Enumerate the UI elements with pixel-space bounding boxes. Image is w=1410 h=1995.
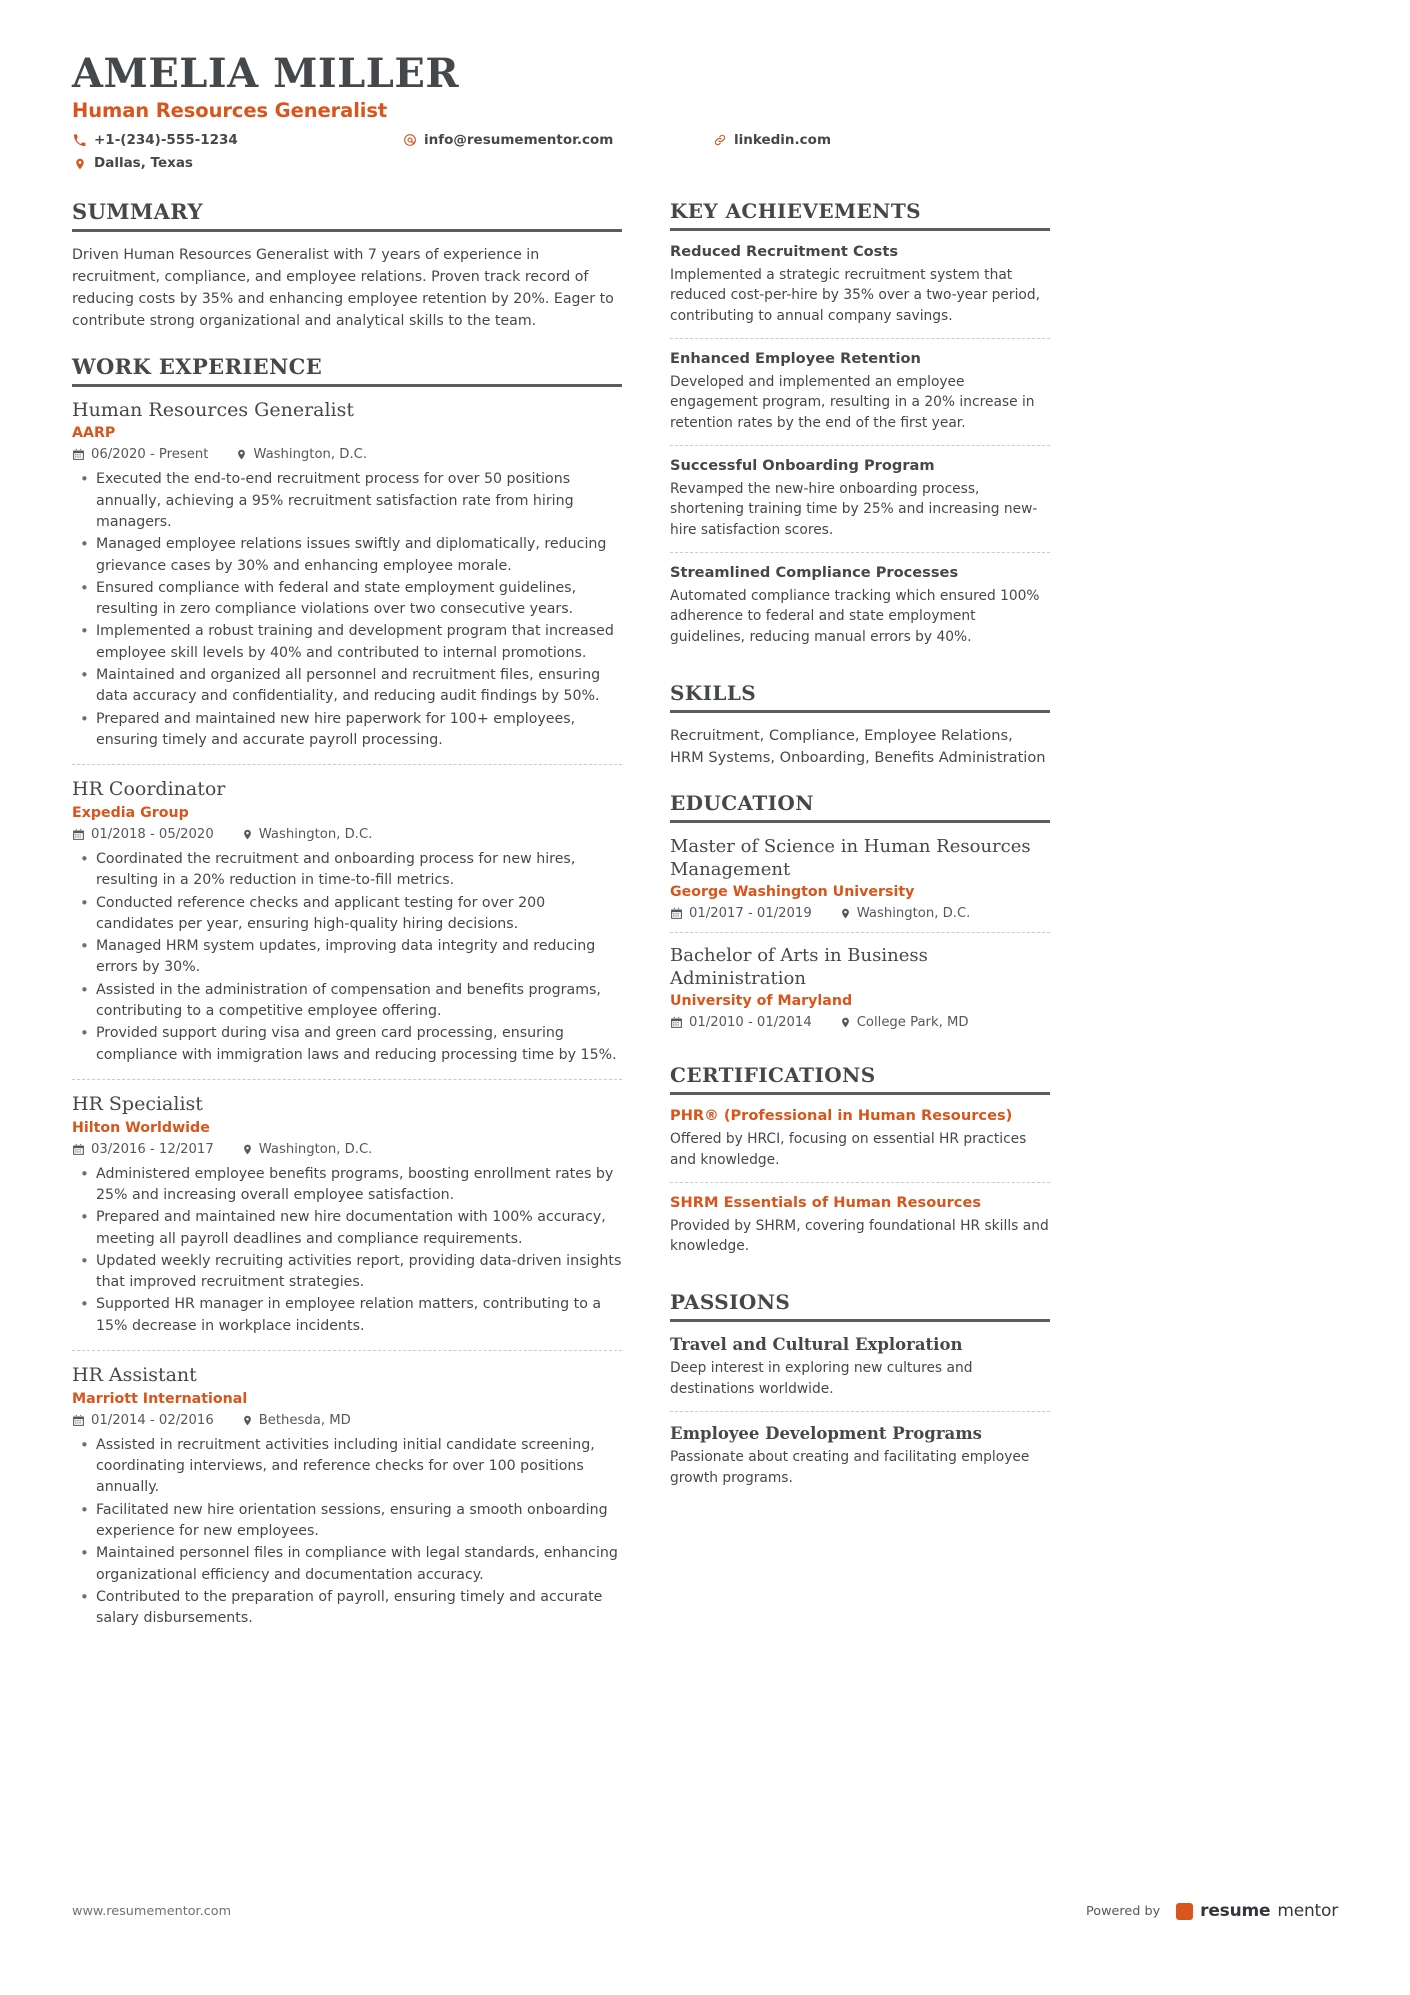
calendar-icon xyxy=(72,448,85,461)
education-location-cell xyxy=(840,906,971,921)
summary-title: SUMMARY xyxy=(72,199,622,232)
work-entry-bullet: • Maintained personnel files in compliance with legal standards, enhancing organizational efficiency and documentation accuracy. xyxy=(72,1543,622,1586)
brand-mark-icon xyxy=(1176,1903,1193,1920)
work-entry-dates: 06/2020 - Present xyxy=(91,447,209,463)
contact-location-text: Dallas, Texas xyxy=(94,155,193,172)
section-certifications xyxy=(670,1063,1050,1268)
contact-linkedin-text: linkedin.com xyxy=(734,132,832,149)
work-entry-bullet: • Managed HRM system updates, improving data integrity and reducing errors by 30%. xyxy=(72,936,622,979)
work-entry-location-cell xyxy=(242,827,373,842)
education-degree: Master of Science in Human Resources Management xyxy=(670,836,1031,881)
section-passions xyxy=(670,1290,1050,1500)
achievement-text: Implemented a strategic recruitment system that reduced cost-per-hire by 35% over a two-year period, contributing to annual company savings. xyxy=(670,266,1040,324)
contact-grid xyxy=(72,131,1338,172)
work-entry-title: Human Resources Generalist xyxy=(72,398,355,421)
work-entry-location-cell xyxy=(242,1413,351,1428)
work-entry-dates: 01/2014 - 02/2016 xyxy=(91,1412,214,1428)
achievement-text: Revamped the new-hire onboarding process, shortening training time by 25% and increasing new-hire satisfaction scores. xyxy=(670,480,1038,539)
achievement-text: Developed and implemented an employee engagement program, resulting in a 20% increase in retention rates by the end of the first year. xyxy=(670,373,1035,431)
work-entry-company: AARP xyxy=(72,425,116,442)
education-list xyxy=(670,835,1050,1041)
right-column xyxy=(670,199,1050,1522)
passion-item xyxy=(670,1411,1050,1500)
passion-title: Travel and Cultural Exploration xyxy=(670,1334,963,1354)
work-entry-title: HR Coordinator xyxy=(72,778,226,801)
work-entry-bullet: • Updated weekly recruiting activities report, providing data-driven insights that improved recruitment strategies. xyxy=(72,1251,622,1294)
section-work-experience xyxy=(72,354,622,1643)
work-entry-meta xyxy=(72,447,622,462)
passion-list xyxy=(670,1334,1050,1500)
work-entry-location: Washington, D.C. xyxy=(253,447,368,463)
key-achievements-title: KEY ACHIEVEMENTS xyxy=(670,199,1050,231)
calendar-icon xyxy=(670,907,683,920)
work-entry-bullet: • Provided support during visa and green card processing, ensuring compliance with immigration laws and reducing processing time by 15%. xyxy=(72,1023,622,1066)
contact-location xyxy=(72,154,402,172)
location-icon xyxy=(242,828,253,841)
achievement-title: Streamlined Compliance Processes xyxy=(670,563,959,581)
work-entry xyxy=(72,764,622,1079)
education-meta xyxy=(670,1015,1050,1030)
passion-text: Deep interest in exploring new cultures and destinations worldwide. xyxy=(670,1360,973,1398)
email-icon xyxy=(402,133,417,147)
footer-url[interactable]: www.resumementor.com xyxy=(72,1903,232,1919)
achievement-title: Reduced Recruitment Costs xyxy=(670,242,899,260)
summary-text: Driven Human Resources Generalist with 7 years of experience in recruitment, compliance, and employee relations. Proven track record of reducing costs by 35% and enhancing employee retention by 20%. Eager to contribute strong organizational and analytical skills to the team. xyxy=(72,246,614,329)
page-accent-bar xyxy=(0,0,12,1995)
achievement-title: Enhanced Employee Retention xyxy=(670,349,921,367)
work-entry-location-cell xyxy=(242,1142,373,1157)
page-footer xyxy=(72,1901,1338,1921)
section-skills xyxy=(670,681,1050,769)
work-entry-location: Washington, D.C. xyxy=(258,1141,373,1157)
work-entry-bullet: • Contributed to the preparation of payroll, ensuring timely and accurate salary disbursements. xyxy=(72,1587,622,1630)
work-entry-company: Hilton Worldwide xyxy=(72,1119,210,1136)
phone-icon xyxy=(72,134,87,147)
education-entry xyxy=(670,932,1050,1041)
achievement-list xyxy=(670,243,1050,659)
work-entry-dates: 01/2018 - 05/2020 xyxy=(91,826,214,842)
achievement-item xyxy=(670,445,1050,552)
contact-phone[interactable] xyxy=(72,131,402,149)
certification-item xyxy=(670,1107,1050,1181)
brand-name-light: mentor xyxy=(1277,1901,1338,1921)
achievement-item xyxy=(670,243,1050,338)
work-entry-bullets xyxy=(72,469,622,751)
work-entry-company: Marriott International xyxy=(72,1390,248,1407)
work-entry-bullet: • Supported HR manager in employee relation matters, contributing to a 15% decrease in workplace incidents. xyxy=(72,1294,622,1337)
section-education xyxy=(670,791,1050,1041)
work-entry-bullet: • Executed the end-to-end recruitment process for over 50 positions annually, achieving a 95% recruitment satisfaction rate from hiring managers. xyxy=(72,469,622,533)
work-entry-bullets xyxy=(72,849,622,1066)
work-entry-bullet: • Assisted in recruitment activities including initial candidate screening, coordinating interviews, and reference checks for over 100 positions annually. xyxy=(72,1435,622,1499)
certification-text: Offered by HRCI, focusing on essential HR practices and knowledge. xyxy=(670,1131,1027,1168)
location-icon xyxy=(242,1414,253,1427)
work-entry-company: Expedia Group xyxy=(72,804,189,821)
work-entry xyxy=(72,1079,622,1350)
education-school: University of Maryland xyxy=(670,993,853,1010)
certifications-title: CERTIFICATIONS xyxy=(670,1063,1050,1095)
certification-title: PHR® (Professional in Human Resources) xyxy=(670,1107,1013,1125)
education-dates: 01/2017 - 01/2019 xyxy=(689,906,812,922)
work-entry-meta xyxy=(72,827,622,842)
work-entry-dates-cell xyxy=(72,1142,214,1157)
certification-list xyxy=(670,1107,1050,1268)
education-meta xyxy=(670,906,1050,921)
education-entry xyxy=(670,835,1050,932)
achievement-title: Successful Onboarding Program xyxy=(670,456,935,474)
work-entry xyxy=(72,1350,622,1642)
skills-text: Recruitment, Compliance, Employee Relations, HRM Systems, Onboarding, Benefits Administration xyxy=(670,726,1046,766)
achievement-text: Automated compliance tracking which ensured 100% adherence to federal and state employment guidelines, reducing manual errors by 40%. xyxy=(670,587,1040,646)
work-entry-bullet: • Maintained and organized all personnel and recruitment files, ensuring data accuracy and confidentiality, and reducing audit findings by 50%. xyxy=(72,665,622,708)
work-entry-dates-cell xyxy=(72,1413,214,1428)
section-summary xyxy=(72,199,622,332)
resume-header xyxy=(72,52,1338,173)
work-entry-meta xyxy=(72,1142,622,1157)
certification-text: Provided by SHRM, covering foundational HR skills and knowledge. xyxy=(670,1217,1049,1255)
passions-title: PASSIONS xyxy=(670,1290,1050,1322)
passion-title: Employee Development Programs xyxy=(670,1423,982,1443)
work-entry-dates-cell xyxy=(72,827,214,842)
resume-body xyxy=(72,199,1338,1665)
work-entry-dates-cell xyxy=(72,447,208,462)
education-location: Washington, D.C. xyxy=(856,906,971,922)
work-entry-bullet: • Conducted reference checks and applicant testing for over 200 candidates per year, ensuring high-quality hiring decisions. xyxy=(72,893,622,936)
education-dates: 01/2010 - 01/2014 xyxy=(689,1015,812,1031)
footer-powered-by: Powered by xyxy=(1085,1903,1161,1919)
candidate-name: AMELIA MILLER xyxy=(72,50,460,97)
work-entry-dates: 03/2016 - 12/2017 xyxy=(91,1141,214,1157)
education-dates-cell xyxy=(670,1015,812,1030)
section-key-achievements xyxy=(670,199,1050,659)
link-icon xyxy=(712,133,727,147)
education-location-cell xyxy=(840,1015,969,1030)
work-entry-meta xyxy=(72,1413,622,1428)
candidate-role: Human Resources Generalist xyxy=(72,99,388,123)
work-experience-title: WORK EXPERIENCE xyxy=(72,354,622,387)
education-school: George Washington University xyxy=(670,884,915,901)
location-icon xyxy=(72,157,87,171)
location-icon xyxy=(840,1016,851,1029)
work-entry-bullet: • Administered employee benefits programs, boosting enrollment rates by 25% and increasing overall employee satisfaction. xyxy=(72,1164,622,1207)
work-entry xyxy=(72,399,622,765)
calendar-icon xyxy=(72,1143,85,1156)
certification-title: SHRM Essentials of Human Resources xyxy=(670,1193,982,1211)
contact-email[interactable] xyxy=(402,131,712,149)
location-icon xyxy=(242,1143,253,1156)
achievement-item xyxy=(670,338,1050,445)
skills-title: SKILLS xyxy=(670,681,1050,713)
contact-email-text: info@resumementor.com xyxy=(424,132,614,149)
work-entry-bullet: • Prepared and maintained new hire paperwork for 100+ employees, ensuring timely and accurate payroll processing. xyxy=(72,709,622,752)
work-entry-bullet: • Coordinated the recruitment and onboarding process for new hires, resulting in a 20% reduction in time-to-fill metrics. xyxy=(72,849,622,892)
work-entry-bullet: • Assisted in the administration of compensation and benefits programs, contributing to a competitive employee offering. xyxy=(72,980,622,1023)
passion-text: Passionate about creating and facilitating employee growth programs. xyxy=(670,1449,1030,1486)
work-entry-location: Washington, D.C. xyxy=(258,826,373,842)
brand-name-bold: resume xyxy=(1200,1901,1271,1921)
work-entry-bullet: • Ensured compliance with federal and state employment guidelines, resulting in zero compliance violations over two consecutive years. xyxy=(72,578,622,621)
education-title: EDUCATION xyxy=(670,791,1050,823)
work-entry-bullets xyxy=(72,1435,622,1630)
footer-brand-group xyxy=(1086,1901,1338,1921)
calendar-icon xyxy=(72,1414,85,1427)
certification-item xyxy=(670,1182,1050,1268)
contact-phone-text: +1-(234)-555-1234 xyxy=(94,132,238,149)
passion-item xyxy=(670,1334,1050,1411)
achievement-item xyxy=(670,552,1050,659)
work-entry-list xyxy=(72,399,622,1643)
work-entry-bullets xyxy=(72,1164,622,1337)
work-entry-title: HR Assistant xyxy=(72,1364,197,1387)
work-entry-location: Bethesda, MD xyxy=(258,1412,351,1428)
calendar-icon xyxy=(72,828,85,841)
left-column xyxy=(72,199,650,1665)
resumementor-logo xyxy=(1176,1901,1338,1921)
contact-linkedin[interactable] xyxy=(712,131,1338,149)
work-entry-bullet: • Managed employee relations issues swiftly and diplomatically, reducing grievance cases by 30% and enhancing employee morale. xyxy=(72,534,622,577)
location-icon xyxy=(236,448,247,461)
work-entry-bullet: • Prepared and maintained new hire documentation with 100% accuracy, meeting all payroll deadlines and compliance requirements. xyxy=(72,1207,622,1250)
work-entry-title: HR Specialist xyxy=(72,1092,203,1115)
calendar-icon xyxy=(670,1016,683,1029)
location-icon xyxy=(840,907,851,920)
work-entry-bullet: • Implemented a robust training and development program that increased employee skill levels by 40% and contributed to internal promotions. xyxy=(72,621,622,664)
work-entry-bullet: • Facilitated new hire orientation sessions, ensuring a smooth onboarding experience for new employees. xyxy=(72,1500,622,1543)
education-location: College Park, MD xyxy=(856,1015,969,1031)
education-degree: Bachelor of Arts in Business Administration xyxy=(670,945,928,990)
education-dates-cell xyxy=(670,906,812,921)
work-entry-location-cell xyxy=(236,447,367,462)
